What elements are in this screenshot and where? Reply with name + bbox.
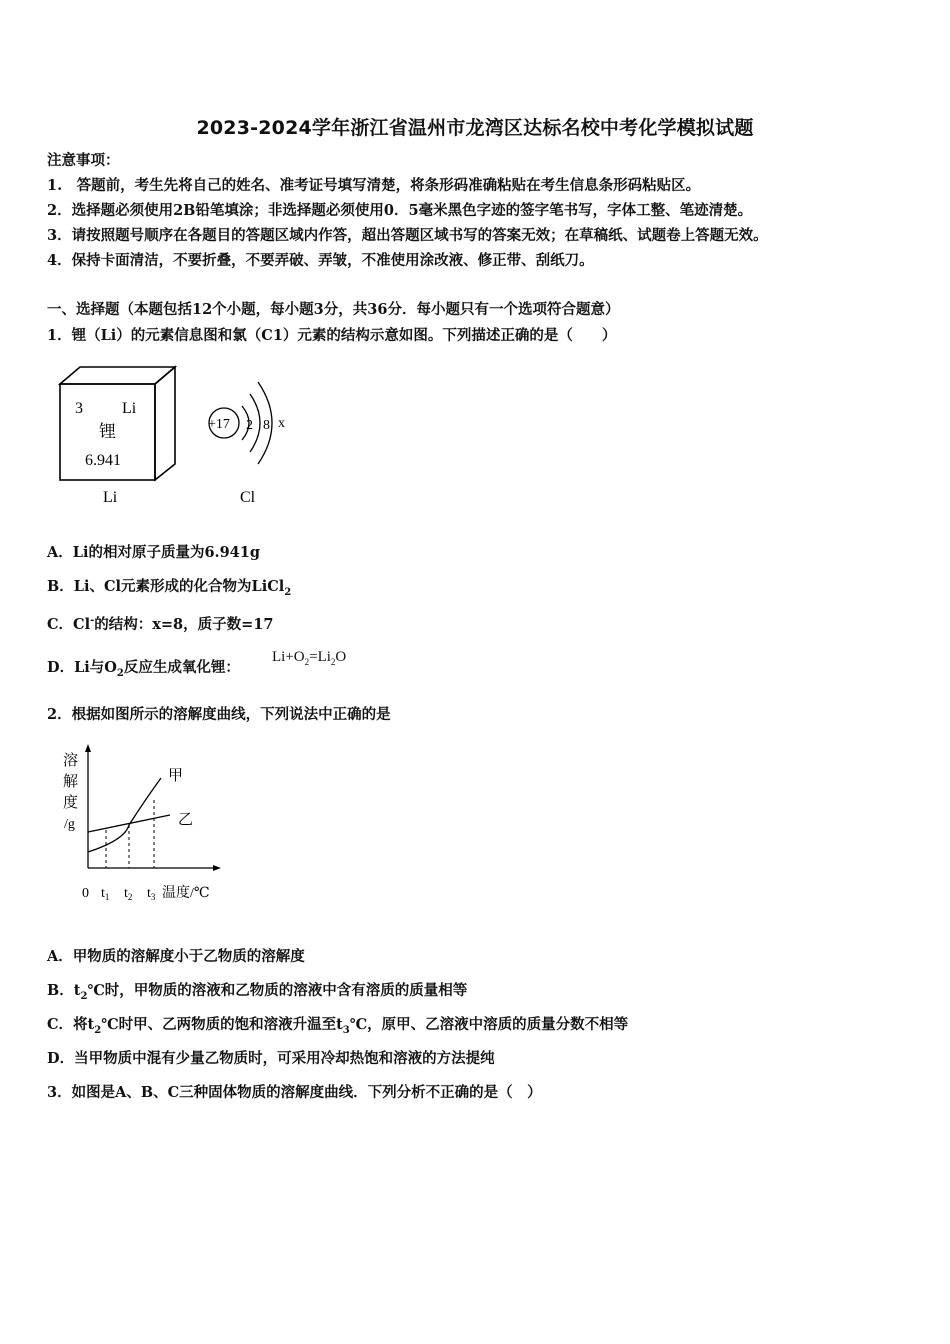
notice-item-1: 1. 答题前，考生先将自己的姓名、准考证号填写清楚，将条形码准确粘贴在考生信息条形码粘贴区。	[47, 177, 701, 194]
notice-item-3: 3．请按照题号顺序在各题目的答题区域内作答，超出答题区域书写的答案无效；在草稿纸、试题卷上答题无效。	[47, 227, 768, 244]
q2-option-b: B．$t_2℃$时，甲物质的溶液和乙物质的溶液中含有溶质的质量相等	[47, 982, 468, 1002]
notice-item-4: 4．保持卡面清洁，不要折叠，不要弄破、弄皱，不准使用涂改液、修正带、刮纸刀。	[47, 252, 594, 269]
y-label-unit: /g	[64, 817, 75, 832]
y-label-char-3: 度	[63, 795, 79, 811]
question-2-stem: 2．根据如图所示的溶解度曲线，下列说法中正确的是	[47, 706, 391, 723]
question-1-stem: 1．锂（Li）的元素信息图和氯（C1）元素的结构示意如图。下列描述正确的是（ ）	[47, 327, 617, 344]
notice-heading: 注意事项：	[47, 152, 120, 169]
li-atomic-mass: 6.941	[85, 452, 121, 469]
cl-nucleus-charge: +17	[208, 417, 230, 432]
page-title: 2023-2024学年浙江省温州市龙湾区达标名校中考化学模拟试题	[196, 117, 754, 139]
chlorine-structure-diagram	[200, 372, 310, 512]
q1-option-c: C．Cl-的结构：x=8，质子数=17	[47, 615, 274, 633]
y-label-char-1: 溶	[63, 753, 79, 769]
y-label-char-2: 解	[63, 774, 79, 790]
cl-shell-2: 8	[263, 418, 270, 433]
curve-yi-label: 乙	[178, 812, 194, 828]
notice-item-2: 2．选择题必须使用2B铅笔填涂；非选择题必须使用0．5毫米黑色字迹的签字笔书写，字体工整、笔迹清楚。	[47, 202, 753, 219]
curve-jia-label: 甲	[168, 768, 184, 784]
cl-shell-1: 2	[246, 418, 253, 433]
li-name: 锂	[99, 422, 116, 441]
section-heading: 一、选择题（本题包括12个小题，每小题3分，共36分．每小题只有一个选项符合题意）	[47, 301, 620, 318]
x-origin-label: 0	[82, 886, 89, 901]
li-atomic-number: 3	[75, 400, 83, 417]
cl-caption: Cl	[240, 489, 256, 506]
q2-option-c: C．将$t_2℃$时甲、乙两物质的饱和溶液升温至$t_3℃$，原甲、乙溶液中溶质的质量分数不相等	[47, 1016, 629, 1036]
li-symbol: Li	[122, 400, 137, 417]
q1-option-a: A．Li的相对原子质量为6.941g	[47, 544, 260, 561]
cl-shell-3: x	[278, 416, 285, 431]
curve-yi	[88, 815, 170, 832]
q2-option-d: D．当甲物质中混有少量乙物质时，可采用冷却热饱和溶液的方法提纯	[47, 1050, 495, 1067]
q1-option-b: B．Li、Cl元素形成的化合物为LiCl$_2$	[47, 578, 292, 598]
x-axis-label: 温度/℃	[162, 886, 210, 901]
x-tick-t1: $t_1$	[101, 886, 110, 902]
x-tick-t3: $t_3$	[147, 886, 156, 902]
x-tick-t2: $t_2$	[124, 886, 133, 902]
li-caption: Li	[103, 489, 118, 506]
lithium-element-card	[55, 362, 185, 512]
solubility-chart	[55, 740, 235, 910]
q1-option-d-formula: $Li+O_2=Li_2O$	[272, 649, 347, 667]
question-3-stem: 3．如图是A、B、C三种固体物质的溶解度曲线．下列分析不正确的是（ ）	[47, 1084, 542, 1101]
q1-option-d: D．Li与$O_2$反应生成氧化锂：	[47, 659, 240, 679]
q2-option-a: A．甲物质的溶解度小于乙物质的溶解度	[47, 948, 305, 965]
curve-jia	[88, 778, 161, 852]
